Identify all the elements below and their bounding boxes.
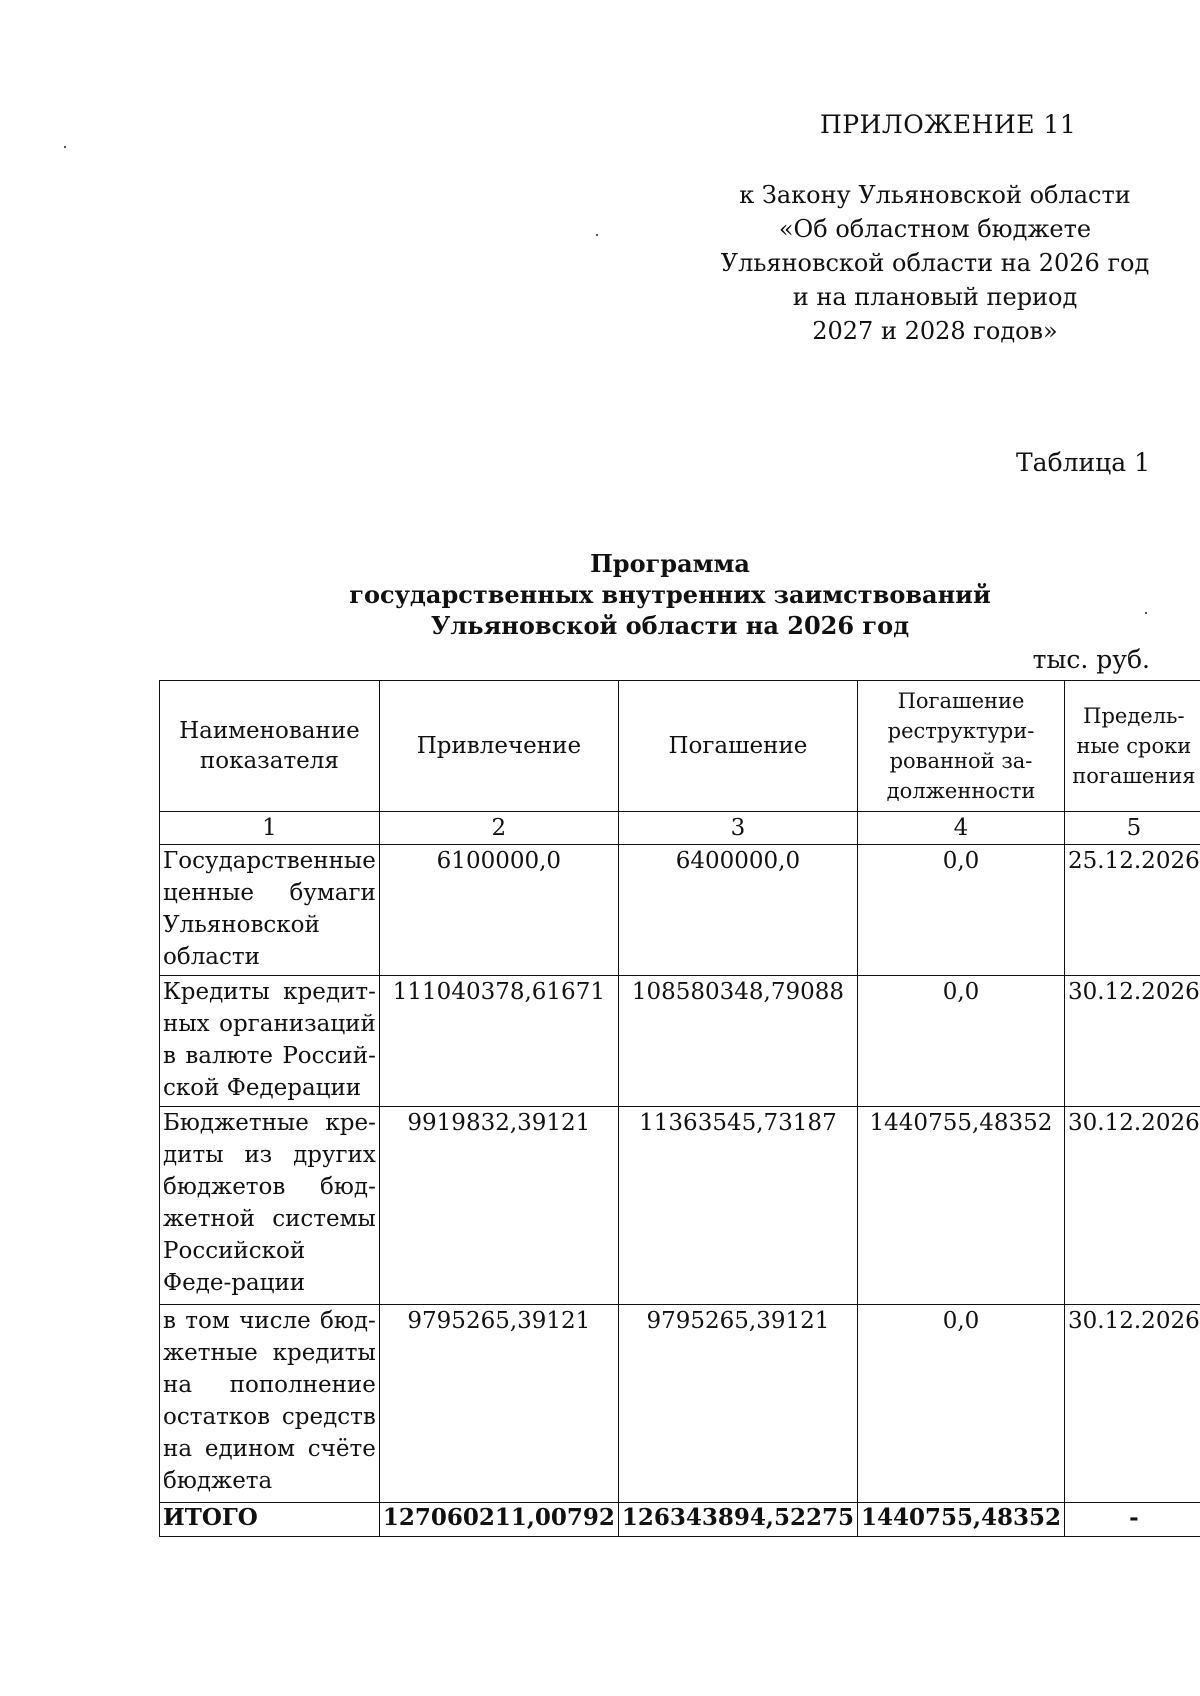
document-title-line: государственных внутренних заимствований bbox=[349, 580, 991, 609]
total-row bbox=[160, 1503, 1200, 1537]
row-attraction: 6100000,0 bbox=[379, 845, 618, 976]
scan-speck bbox=[1145, 612, 1147, 614]
units-label: тыс. руб. bbox=[1032, 645, 1150, 674]
column-header-restructured-repayment: Погашение реструктури-рованной за-долженности bbox=[857, 681, 1064, 812]
column-header-attraction: Привлечение bbox=[379, 681, 618, 812]
row-deadline: 25.12.2026 bbox=[1065, 845, 1200, 976]
table-label: Таблица 1 bbox=[1015, 448, 1150, 477]
table-row bbox=[160, 1107, 1200, 1305]
row-attraction: 9919832,39121 bbox=[379, 1107, 618, 1305]
total-restructured-repayment: 1440755,48352 bbox=[857, 1503, 1064, 1537]
row-name: Кредиты кредит-ных организаций в валюте Россий-ской Федерации bbox=[160, 976, 380, 1107]
total-label: ИТОГО bbox=[160, 1503, 380, 1537]
total-deadline: - bbox=[1065, 1503, 1200, 1537]
column-number: 1 bbox=[160, 812, 380, 845]
row-attraction: 111040378,61671 bbox=[379, 976, 618, 1107]
appendix-title: ПРИЛОЖЕНИЕ 11 bbox=[820, 110, 1077, 139]
column-header-name: Наименование показателя bbox=[160, 681, 380, 812]
row-repayment: 9795265,39121 bbox=[618, 1305, 857, 1503]
row-restructured-repayment: 0,0 bbox=[857, 1305, 1064, 1503]
row-repayment: 6400000,0 bbox=[618, 845, 857, 976]
row-restructured-repayment: 1440755,48352 bbox=[857, 1107, 1064, 1305]
row-repayment: 108580348,79088 bbox=[618, 976, 857, 1107]
document-title-line: Ульяновской области на 2026 год bbox=[430, 611, 910, 640]
scan-speck bbox=[596, 234, 598, 236]
law-reference-line: и на плановый период bbox=[792, 283, 1078, 311]
table-row bbox=[160, 976, 1200, 1107]
column-number: 3 bbox=[618, 812, 857, 845]
total-attraction: 127060211,00792 bbox=[379, 1503, 618, 1537]
column-number: 2 bbox=[379, 812, 618, 845]
table-row bbox=[160, 845, 1200, 976]
scan-speck bbox=[64, 146, 66, 148]
law-reference-line: к Закону Ульяновской области bbox=[739, 181, 1131, 209]
document-title bbox=[300, 548, 1040, 641]
row-deadline: 30.12.2026 bbox=[1065, 1305, 1200, 1503]
column-number: 5 bbox=[1065, 812, 1200, 845]
table-row bbox=[160, 1305, 1200, 1503]
row-repayment: 11363545,73187 bbox=[618, 1107, 857, 1305]
column-number: 4 bbox=[857, 812, 1064, 845]
row-name: Бюджетные кре-диты из других бюджетов бюд-жетной системы Российской Феде-рации bbox=[160, 1107, 380, 1305]
row-restructured-repayment: 0,0 bbox=[857, 976, 1064, 1107]
column-number-row bbox=[160, 812, 1200, 845]
column-header-deadline: Предель-ные сроки погашения bbox=[1065, 681, 1200, 812]
law-reference bbox=[700, 178, 1170, 348]
row-name: в том числе бюд-жетные кредиты на пополнение остатков средств на едином счёте бюджета bbox=[160, 1305, 380, 1503]
row-restructured-repayment: 0,0 bbox=[857, 845, 1064, 976]
row-attraction: 9795265,39121 bbox=[379, 1305, 618, 1503]
borrowings-table bbox=[159, 680, 1200, 1537]
row-name: Государственные ценные бумаги Ульяновской области bbox=[160, 845, 380, 976]
column-header-repayment: Погашение bbox=[618, 681, 857, 812]
row-deadline: 30.12.2026 bbox=[1065, 1107, 1200, 1305]
total-repayment: 126343894,52275 bbox=[618, 1503, 857, 1537]
document-title-line: Программа bbox=[590, 549, 750, 578]
table-header-row bbox=[160, 681, 1200, 812]
row-deadline: 30.12.2026 bbox=[1065, 976, 1200, 1107]
law-reference-line: Ульяновской области на 2026 год bbox=[720, 249, 1150, 277]
law-reference-line: 2027 и 2028 годов» bbox=[812, 317, 1058, 345]
law-reference-line: «Об областном бюджете bbox=[778, 215, 1092, 243]
